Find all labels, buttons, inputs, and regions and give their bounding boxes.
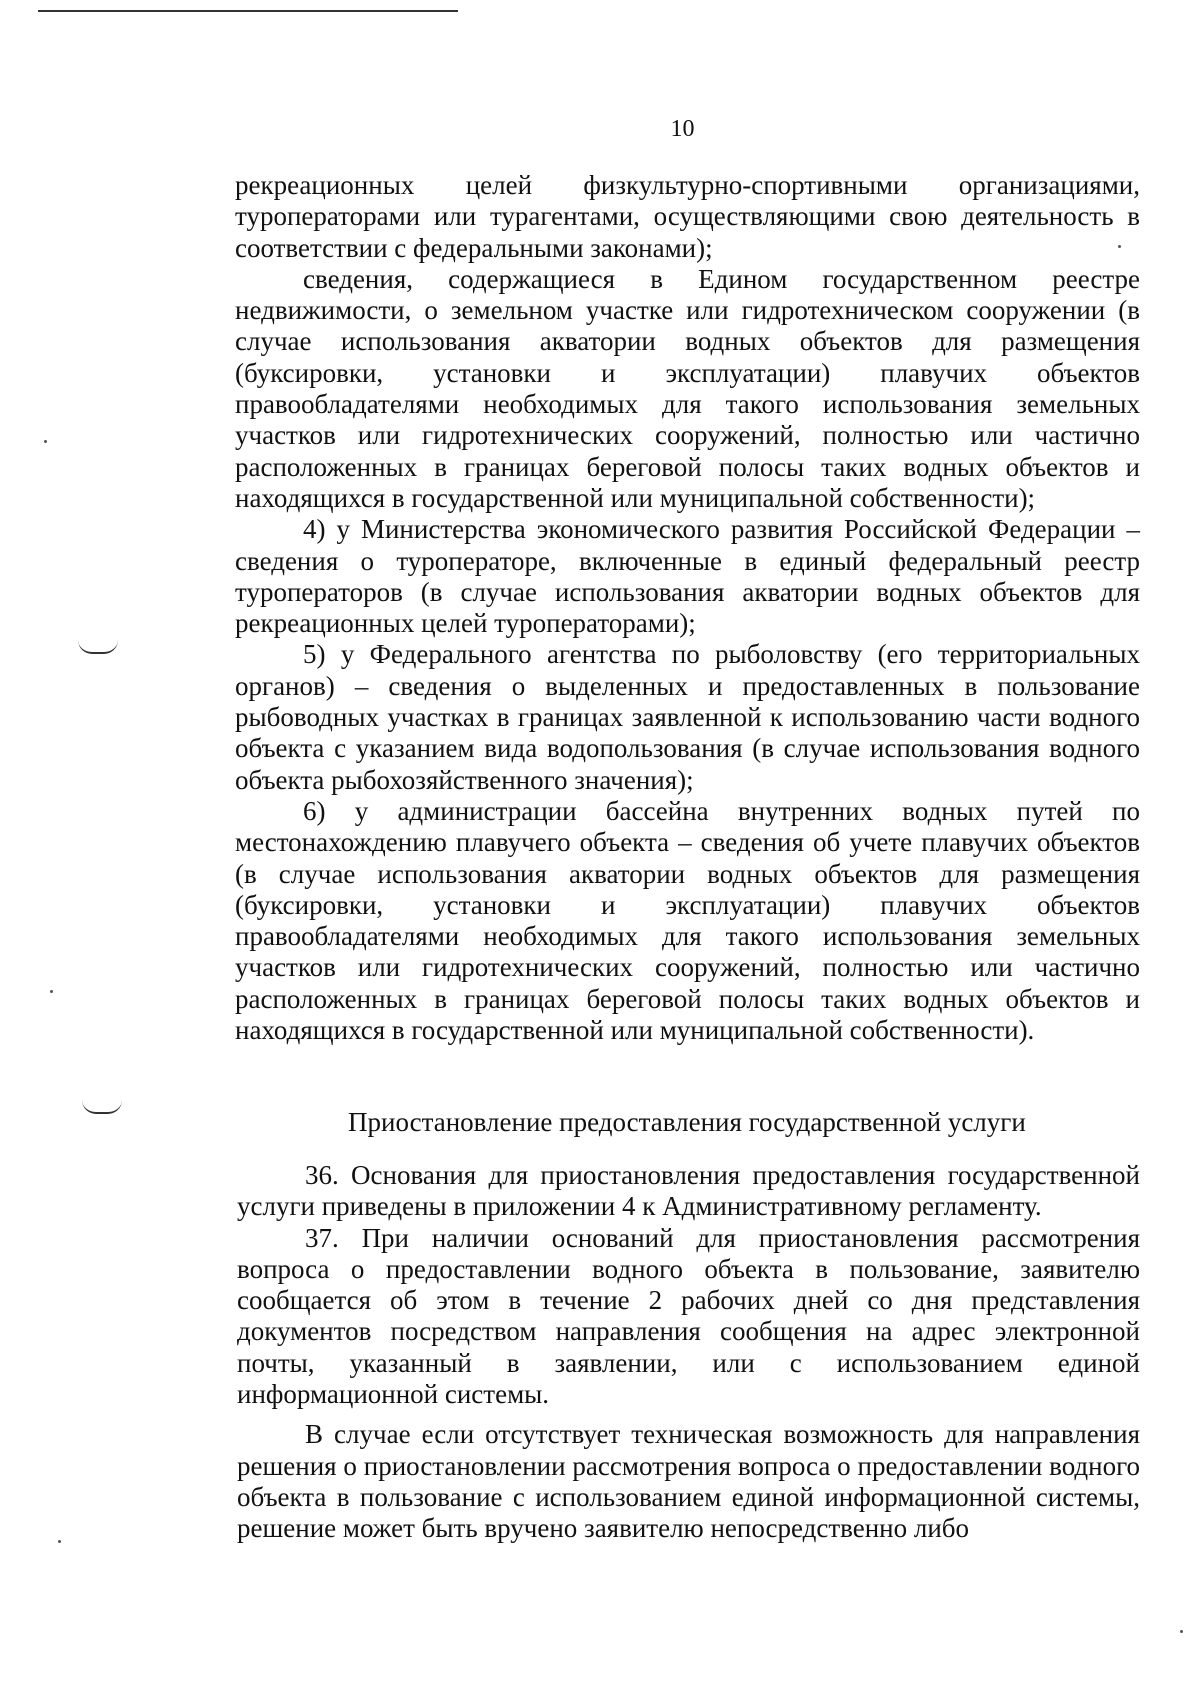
page-number: 10 bbox=[670, 116, 695, 142]
top-rule bbox=[38, 10, 458, 12]
scan-speck bbox=[44, 440, 47, 443]
punch-hole-mark bbox=[82, 1100, 122, 1114]
scan-speck bbox=[1180, 1630, 1183, 1633]
paragraph: 36. Основания для приостановления предоставления государственной услуги приведены в приложении 4 к Административному регламенту. bbox=[237, 1160, 1140, 1222]
scan-speck bbox=[58, 1540, 61, 1543]
paragraph: 6) у администрации бассейна внутренних водных путей по местонахождению плавучего объекта – сведения об учете плавучих объектов (в случае использования акватории водных объектов для размещения (буксировки, установки и эксплуатации) плавучих объектов правообладателями необходимых для такого использования земельных участков или гидротехнических сооружений, полностью или частично расположенных в границах береговой полосы таких водных объектов и находящихся в государственной или муниципальной собственности). bbox=[235, 795, 1140, 1046]
paragraph: 37. При наличии оснований для приостановления рассмотрения вопроса о предоставлении водного объекта в пользование, заявителю сообщается об этом в течение 2 рабочих дней со дня представления документов посредством направления сообщения на адрес электронной почты, указанный в заявлении, или с использованием единой информационной системы. bbox=[237, 1222, 1140, 1410]
section-body bbox=[237, 1160, 1140, 1545]
document-body bbox=[235, 170, 1140, 1046]
paragraph: 4) у Министерства экономического развития Российской Федерации – сведения о туроператоре, включенные в единый федеральный реестр туроператоров (в случае использования акватории водных объектов для рекреационных целей туроператорами); bbox=[235, 514, 1140, 639]
paragraph: рекреационных целей физкультурно-спортивными организациями, туроператорами или турагентами, осуществляющими свою деятельность в соответствии с федеральными законами); bbox=[235, 170, 1140, 263]
paragraph: 5) у Федерального агентства по рыболовству (его территориальных органов) – сведения о выделенных и предоставленных в пользование рыбоводных участках в границах заявленной к использованию части водного объекта с указанием вида водопользования (в случае использования водного объекта рыбохозяйственного значения); bbox=[235, 639, 1140, 795]
punch-hole-mark bbox=[78, 640, 118, 654]
scan-speck bbox=[1118, 245, 1121, 248]
paragraph: сведения, содержащиеся в Едином государственном реестре недвижимости, о земельном участке или гидротехническом сооружении (в случае использования акватории водных объектов для размещения (буксировки, установки и эксплуатации) плавучих объектов правообладателями необходимых для такого использования земельных участков или гидротехнических сооружений, полностью или частично расположенных в границах береговой полосы таких водных объектов и находящихся в государственной или муниципальной собственности); bbox=[235, 263, 1140, 513]
section-heading: Приостановление предоставления государственной услуги bbox=[348, 1107, 1026, 1137]
paragraph: В случае если отсутствует техническая возможность для направления решения о приостановлении рассмотрения вопроса о предоставлении водного объекта в пользование с использованием единой информационной системы, решение может быть вручено заявителю непосредственно либо bbox=[237, 1419, 1140, 1544]
scan-speck bbox=[50, 990, 53, 993]
